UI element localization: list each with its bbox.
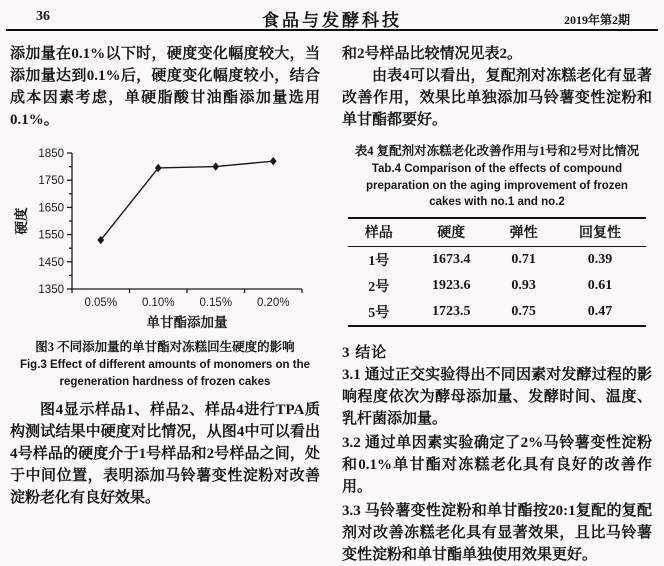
table-caption-zh: 表4 复配剂对冻糕老化改善作用与1号和2号对比情况	[354, 144, 640, 158]
table-cell: 5号	[368, 306, 390, 322]
chart-axes	[67, 153, 302, 293]
table-header-cell: 回复性	[554, 218, 646, 247]
issue-info: 2019年第2期	[563, 13, 630, 27]
left-column	[10, 31, 320, 566]
data-point-marker	[270, 157, 277, 165]
table-cell: 0.39	[587, 252, 613, 268]
table-head	[348, 218, 646, 247]
x-axis-tick-label: 0.05%	[84, 297, 118, 309]
y-axis-tick-label: 1850	[38, 148, 64, 160]
y-axis-tick-label: 1750	[38, 175, 64, 188]
page-header	[6, 0, 658, 31]
conclusion-paragraph: 3.1 通过正交实验得出不同因素对发酵过程的影响程度依次为酵母添加量、发酵时间、温度、乳杆菌添加量。	[342, 367, 652, 428]
table-cell: 1923.6	[431, 278, 471, 294]
section-heading: 3 结论	[342, 345, 388, 362]
table-cell: 0.75	[511, 304, 536, 320]
table-row	[348, 247, 646, 274]
y-axis-tick-label: 1650	[38, 202, 64, 215]
y-axis-tick-label: 1350	[38, 284, 64, 296]
figure-caption-zh: 图3 不同添加量的单甘酯对冻糕回生硬度的影响	[35, 340, 295, 354]
paragraph: 由表4可以看出，复配剂对冻糕老化有显著改善作用，效果比单独添加马铃薯变性淀粉和单甘酯都要好。	[342, 68, 652, 128]
table-cell: 0.93	[511, 278, 536, 294]
journal-title: 食品与发酵科技	[262, 11, 402, 30]
table-cell: 0.47	[587, 304, 613, 320]
x-axis-tick-label: 0.10%	[141, 297, 175, 309]
figure-caption	[10, 337, 320, 390]
table-caption	[342, 141, 652, 211]
table-cell: 0.71	[511, 252, 536, 268]
paragraph: 和2号样品比较情况见表2。	[342, 46, 523, 62]
table-cell: 2号	[368, 280, 390, 296]
table-row	[348, 299, 646, 326]
table-cell: 1号	[368, 254, 390, 270]
y-axis-title: 硬度	[14, 207, 29, 235]
table-cell: 1723.5	[431, 304, 471, 320]
table-caption-en: Tab.4 Comparison of the effects of compound preparation on the aging improvement of frozen cakes with no.1 and no.2	[366, 163, 628, 209]
table-header-row	[348, 218, 646, 247]
conclusion-paragraph: 3.3 马铃薯变性淀粉和单甘酯按20:1复配的复配剂对改善冻糕老化具有显著效果，且比马铃薯变性淀粉和单甘酯单独使用效果更好。	[342, 503, 652, 564]
conclusion-paragraph: 3.2 通过单因素实验确定了2%马铃薯变性淀粉和0.1%单甘酯对冻糕老化具有良好的改善作用。	[342, 435, 652, 496]
table-cell: 0.61	[587, 278, 613, 294]
figure-caption-en: Fig.3 Effect of different amounts of monomers on the regeneration hardness of frozen cakes	[19, 359, 311, 388]
paragraph: 添加量在0.1%以下时，硬度变化幅度较大，当添加量达到0.1%后，硬度变化幅度较小，结合成本因素考虑，单硬脂酸甘油酯添加量选用0.1%。	[10, 46, 320, 128]
data-point-marker	[212, 162, 219, 170]
table-row	[348, 273, 646, 299]
line-chart-svg	[10, 139, 318, 331]
x-axis-tick-label: 0.15%	[199, 297, 233, 309]
table-header-cell: 弹性	[493, 218, 554, 247]
figure3-chart	[10, 139, 320, 331]
series-line	[101, 161, 274, 240]
x-axis-title: 单甘酯添加量	[146, 315, 228, 330]
table-header-cell: 样品	[348, 218, 409, 247]
right-column	[342, 31, 652, 566]
y-axis-tick-label: 1550	[38, 229, 64, 242]
sample-comparison-table	[348, 217, 646, 327]
x-axis-tick-label: 0.20%	[256, 297, 290, 309]
paragraph: 图4显示样品1、样品2、样品4进行TPA质构测试结果中硬度对比情况，从图4中可以看出4号样品的硬度介于1号样品和2号样品之间，处于中间位置，表明添加马铃薯变性淀粉对改善淀粉老化有良好效果。	[10, 402, 320, 507]
table-header-cell: 硬度	[409, 218, 493, 247]
table-body	[348, 247, 646, 327]
y-axis-tick-label: 1450	[38, 256, 64, 269]
table-cell: 1673.4	[431, 252, 471, 268]
page-body	[0, 31, 664, 566]
page-number: 36	[36, 9, 50, 24]
